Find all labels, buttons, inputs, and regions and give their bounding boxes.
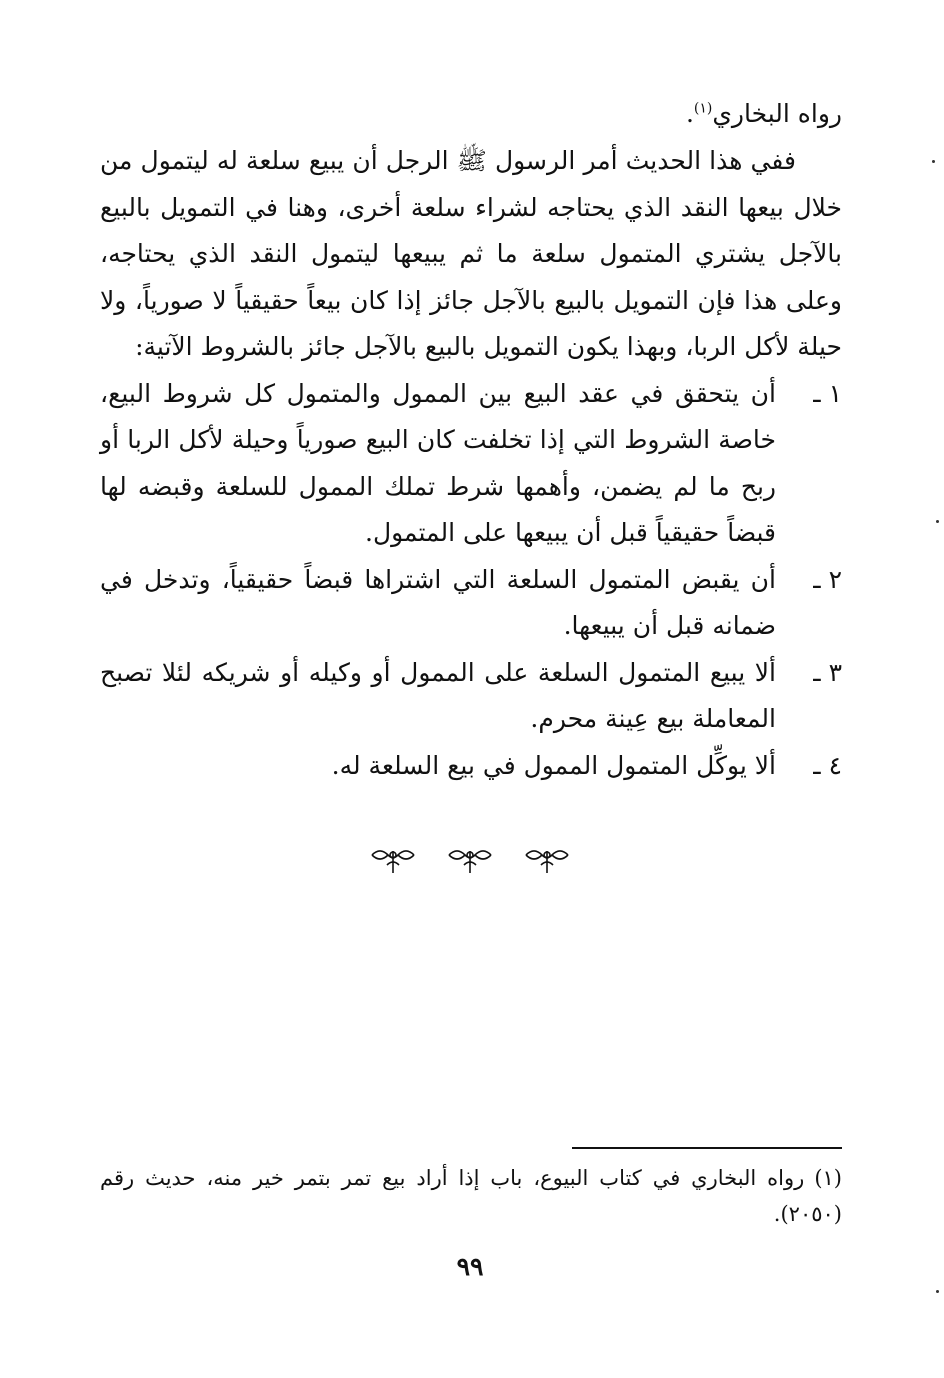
- condition-number: ٣ ـ: [813, 657, 842, 687]
- scan-speck: [936, 1290, 939, 1293]
- condition-number: ١ ـ: [813, 378, 842, 408]
- footnote-marker: (١): [814, 1166, 842, 1190]
- footnote-separator: [572, 1147, 842, 1149]
- condition-text: ألا يبيع المتمول السلعة على الممول أو وكيله أو شريكه لئلا تصبح المعاملة بيع عِينة محرم.: [100, 657, 776, 733]
- ornament-flourish-icon: [447, 843, 493, 877]
- condition-item-3: [100, 650, 842, 743]
- footnote-text: رواه البخاري في كتاب البيوع، باب إذا أراد بيع تمر بتمر خير منه، حديث رقم (٢٠٥٠).: [100, 1166, 842, 1226]
- ornament-flourish-icon: [524, 843, 570, 877]
- footnote: [100, 1160, 842, 1232]
- conditions-list: [100, 371, 842, 790]
- condition-text: أن يتحقق في عقد البيع بين الممول والمتمول كل شروط البيع، خاصة الشروط التي إذا تخلفت كان البيع صورياً وحيلة لأكل الربا أو ربح ما لم يضمن، وأهمها شرط تملك الممول للسلعة وقبضه لها قبضاً حقيقياً قبل أن يبيعها على المتمول.: [100, 378, 776, 547]
- first-line-text: رواه البخاري: [712, 99, 842, 128]
- ornament-flourish-icon: [370, 843, 416, 877]
- page-number: ٩٩: [456, 1252, 484, 1281]
- first-line-end: .: [685, 99, 694, 128]
- condition-text: ألا يوكِّل المتمول الممول في بيع السلعة له.: [331, 750, 776, 780]
- scan-speck: [932, 160, 935, 163]
- condition-number: ٢ ـ: [813, 564, 842, 594]
- footnote-reference[interactable]: (١): [693, 100, 713, 117]
- section-end-ornaments: [370, 840, 570, 880]
- condition-item-1: [100, 371, 842, 557]
- page-body: [100, 90, 842, 789]
- main-paragraph: ففي هذا الحديث أمر الرسول ﷺ الرجل أن يبيع سلعة له ليتمول من خلال بيعها النقد الذي يحتاجه لشراء سلعة أخرى، وهنا في التمويل بالبيع بالآجل يشتري المتمول سلعة ما ثم يبيعها ليتمول النقد الذي يحتاجه، وعلى هذا فإن التمويل بالبيع بالآجل جائز إذا كان بيعاً حقيقياً لا صورياً، ولا حيلة لأكل الربا، وبهذا يكون التمويل بالبيع بالآجل جائز بالشروط الآتية:: [100, 146, 842, 361]
- scan-speck: [936, 520, 939, 523]
- condition-item-4: [100, 743, 842, 790]
- condition-item-2: [100, 557, 842, 650]
- first-line: [100, 90, 842, 138]
- condition-number: ٤ ـ: [813, 750, 842, 780]
- condition-text: أن يقبض المتمول السلعة التي اشتراها قبضاً حقيقياً، وتدخل في ضمانه قبل أن يبيعها.: [100, 564, 776, 640]
